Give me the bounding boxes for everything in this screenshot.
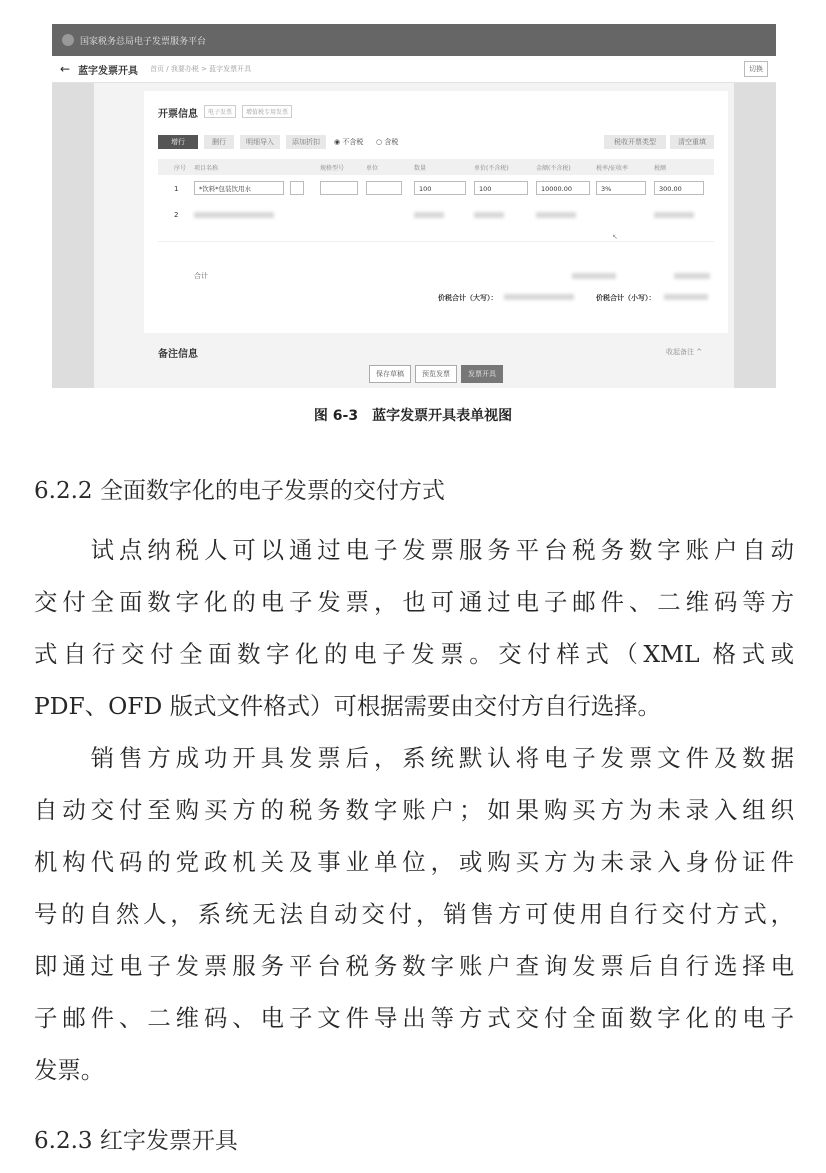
import-button[interactable]: 明细导入 <box>240 135 280 149</box>
figure-caption: 图 6-3 蓝字发票开具表单视图 <box>313 408 513 424</box>
paragraph-delivery-methods <box>34 524 794 732</box>
row1-no: 1 <box>174 185 179 193</box>
radio-tax-excluded-label: 不含税 <box>342 138 364 146</box>
total-upper-label: 价税合计（大写）： <box>438 294 498 302</box>
switch-button[interactable]: 切换 <box>744 61 768 77</box>
chip-e-invoice: 电子发票 <box>204 105 236 118</box>
paragraph-line: 号的自然人，系统无法自动交付，销售方可使用自行交付方式， <box>34 900 794 928</box>
clear-button[interactable]: 清空重填 <box>670 135 714 149</box>
total-lower-blurred <box>664 294 708 300</box>
col-tax: 税额 <box>654 165 667 172</box>
row2-blurred <box>194 212 274 218</box>
paragraph-line: 交付全面数字化的电子发票，也可通过电子邮件、二维码等方 <box>34 588 794 616</box>
form-body <box>52 83 776 388</box>
col-price: 单价(不含税) <box>474 165 509 172</box>
row2-blurred <box>474 212 504 218</box>
paragraph-line: 式自行交付全面数字化的电子发票。交付样式（XML 格式或 <box>34 640 794 668</box>
col-no: 序号 <box>174 165 187 172</box>
total-label: 合计 <box>194 272 208 280</box>
row1-more-button[interactable] <box>290 181 304 195</box>
paragraph-default-delivery <box>34 732 794 1096</box>
paragraph-line: 试点纳税人可以通过电子发票服务平台税务数字账户自动 <box>34 536 794 564</box>
section-heading-6-2-3: 6.2.3 红字发票开具 <box>34 1128 238 1154</box>
row1-name-input[interactable]: *饮料*包装饮用水 <box>194 181 284 195</box>
back-arrow-icon[interactable]: ← <box>60 62 71 76</box>
row2-blurred <box>536 212 576 218</box>
row2-no: 2 <box>174 211 179 219</box>
paragraph-line: 即通过电子发票服务平台税务数字账户查询发票后自行选择电 <box>34 952 794 980</box>
save-draft-button[interactable]: 保存草稿 <box>369 365 411 383</box>
paragraph-line: 自动交付至购买方的税务数字账户；如果购买方为未录入组织 <box>34 796 794 824</box>
radio-tax-included-label: 含税 <box>384 138 399 146</box>
chip-vat-special: 增值税专用发票 <box>242 105 292 118</box>
paragraph-line: 发票。 <box>34 1056 105 1084</box>
col-amount: 金额(不含税) <box>536 165 571 172</box>
page-title: 蓝字发票开具 <box>78 65 139 77</box>
total-lower-label: 价税合计（小写）： <box>596 294 656 302</box>
add-discount-button[interactable]: 添加折扣 <box>286 135 326 149</box>
tax-emblem-icon <box>62 34 74 46</box>
platform-title: 国家税务总局电子发票服务平台 <box>80 36 207 47</box>
row2-blurred <box>414 212 444 218</box>
delete-row-button[interactable]: 删行 <box>204 135 234 149</box>
total-upper-blurred <box>504 294 574 300</box>
platform-header <box>52 24 776 56</box>
right-gutter <box>734 83 776 388</box>
radio-tax-included[interactable]: ○ 含税 <box>376 138 399 146</box>
col-spec: 规格型号 <box>320 165 345 172</box>
col-rate: 税率/征收率 <box>596 165 629 172</box>
row1-amount-input[interactable]: 10000.00 <box>536 181 590 195</box>
total-blurred <box>572 273 616 279</box>
add-row-button[interactable]: 增行 <box>158 135 198 149</box>
paragraph-line: 机构代码的党政机关及事业单位，或购买方为未录入身份证件 <box>34 848 794 876</box>
remark-title: 备注信息 <box>158 349 198 360</box>
invoice-card <box>144 91 728 333</box>
col-item-name: 项目名称 <box>194 165 219 172</box>
invoice-form-screenshot <box>52 24 776 388</box>
col-unit: 单位 <box>366 165 379 172</box>
section-title: 开票信息 <box>158 109 198 120</box>
table-header <box>158 159 714 175</box>
invoice-type-button[interactable]: 税收开票类型 <box>604 135 666 149</box>
section-heading-6-2-2: 6.2.2 全面数字化的电子发票的交付方式 <box>34 478 445 504</box>
total-blurred <box>674 273 710 279</box>
page-nav <box>52 56 776 83</box>
breadcrumb[interactable]: 首页 / 我要办税 > 蓝字发票开具 <box>150 65 252 73</box>
radio-tax-excluded[interactable]: ◉ 不含税 <box>334 138 364 146</box>
row1-qty-input[interactable]: 100 <box>414 181 466 195</box>
remark-toggle[interactable]: 收起备注 ^ <box>666 348 703 356</box>
row2-blurred <box>654 212 694 218</box>
col-qty: 数量 <box>414 165 427 172</box>
paragraph-line: 子邮件、二维码、电子文件导出等方式交付全面数字化的电子 <box>34 1004 794 1032</box>
row1-price-input[interactable]: 100 <box>474 181 528 195</box>
row1-rate-select[interactable]: 3% <box>596 181 646 195</box>
cursor-icon: ↖ <box>612 233 618 241</box>
row1-spec-input[interactable] <box>320 181 358 195</box>
row1-unit-input[interactable] <box>366 181 402 195</box>
preview-button[interactable]: 预览发票 <box>415 365 457 383</box>
left-gutter <box>52 83 94 388</box>
row1-tax-input[interactable]: 300.00 <box>654 181 704 195</box>
paragraph-line: PDF、OFD 版式文件格式）可根据需要由交付方自行选择。 <box>34 692 661 720</box>
total-divider <box>158 241 714 242</box>
paragraph-line: 销售方成功开具发票后，系统默认将电子发票文件及数据 <box>34 744 794 772</box>
bottom-buttons <box>369 365 503 383</box>
issue-invoice-button[interactable]: 发票开具 <box>461 365 503 383</box>
